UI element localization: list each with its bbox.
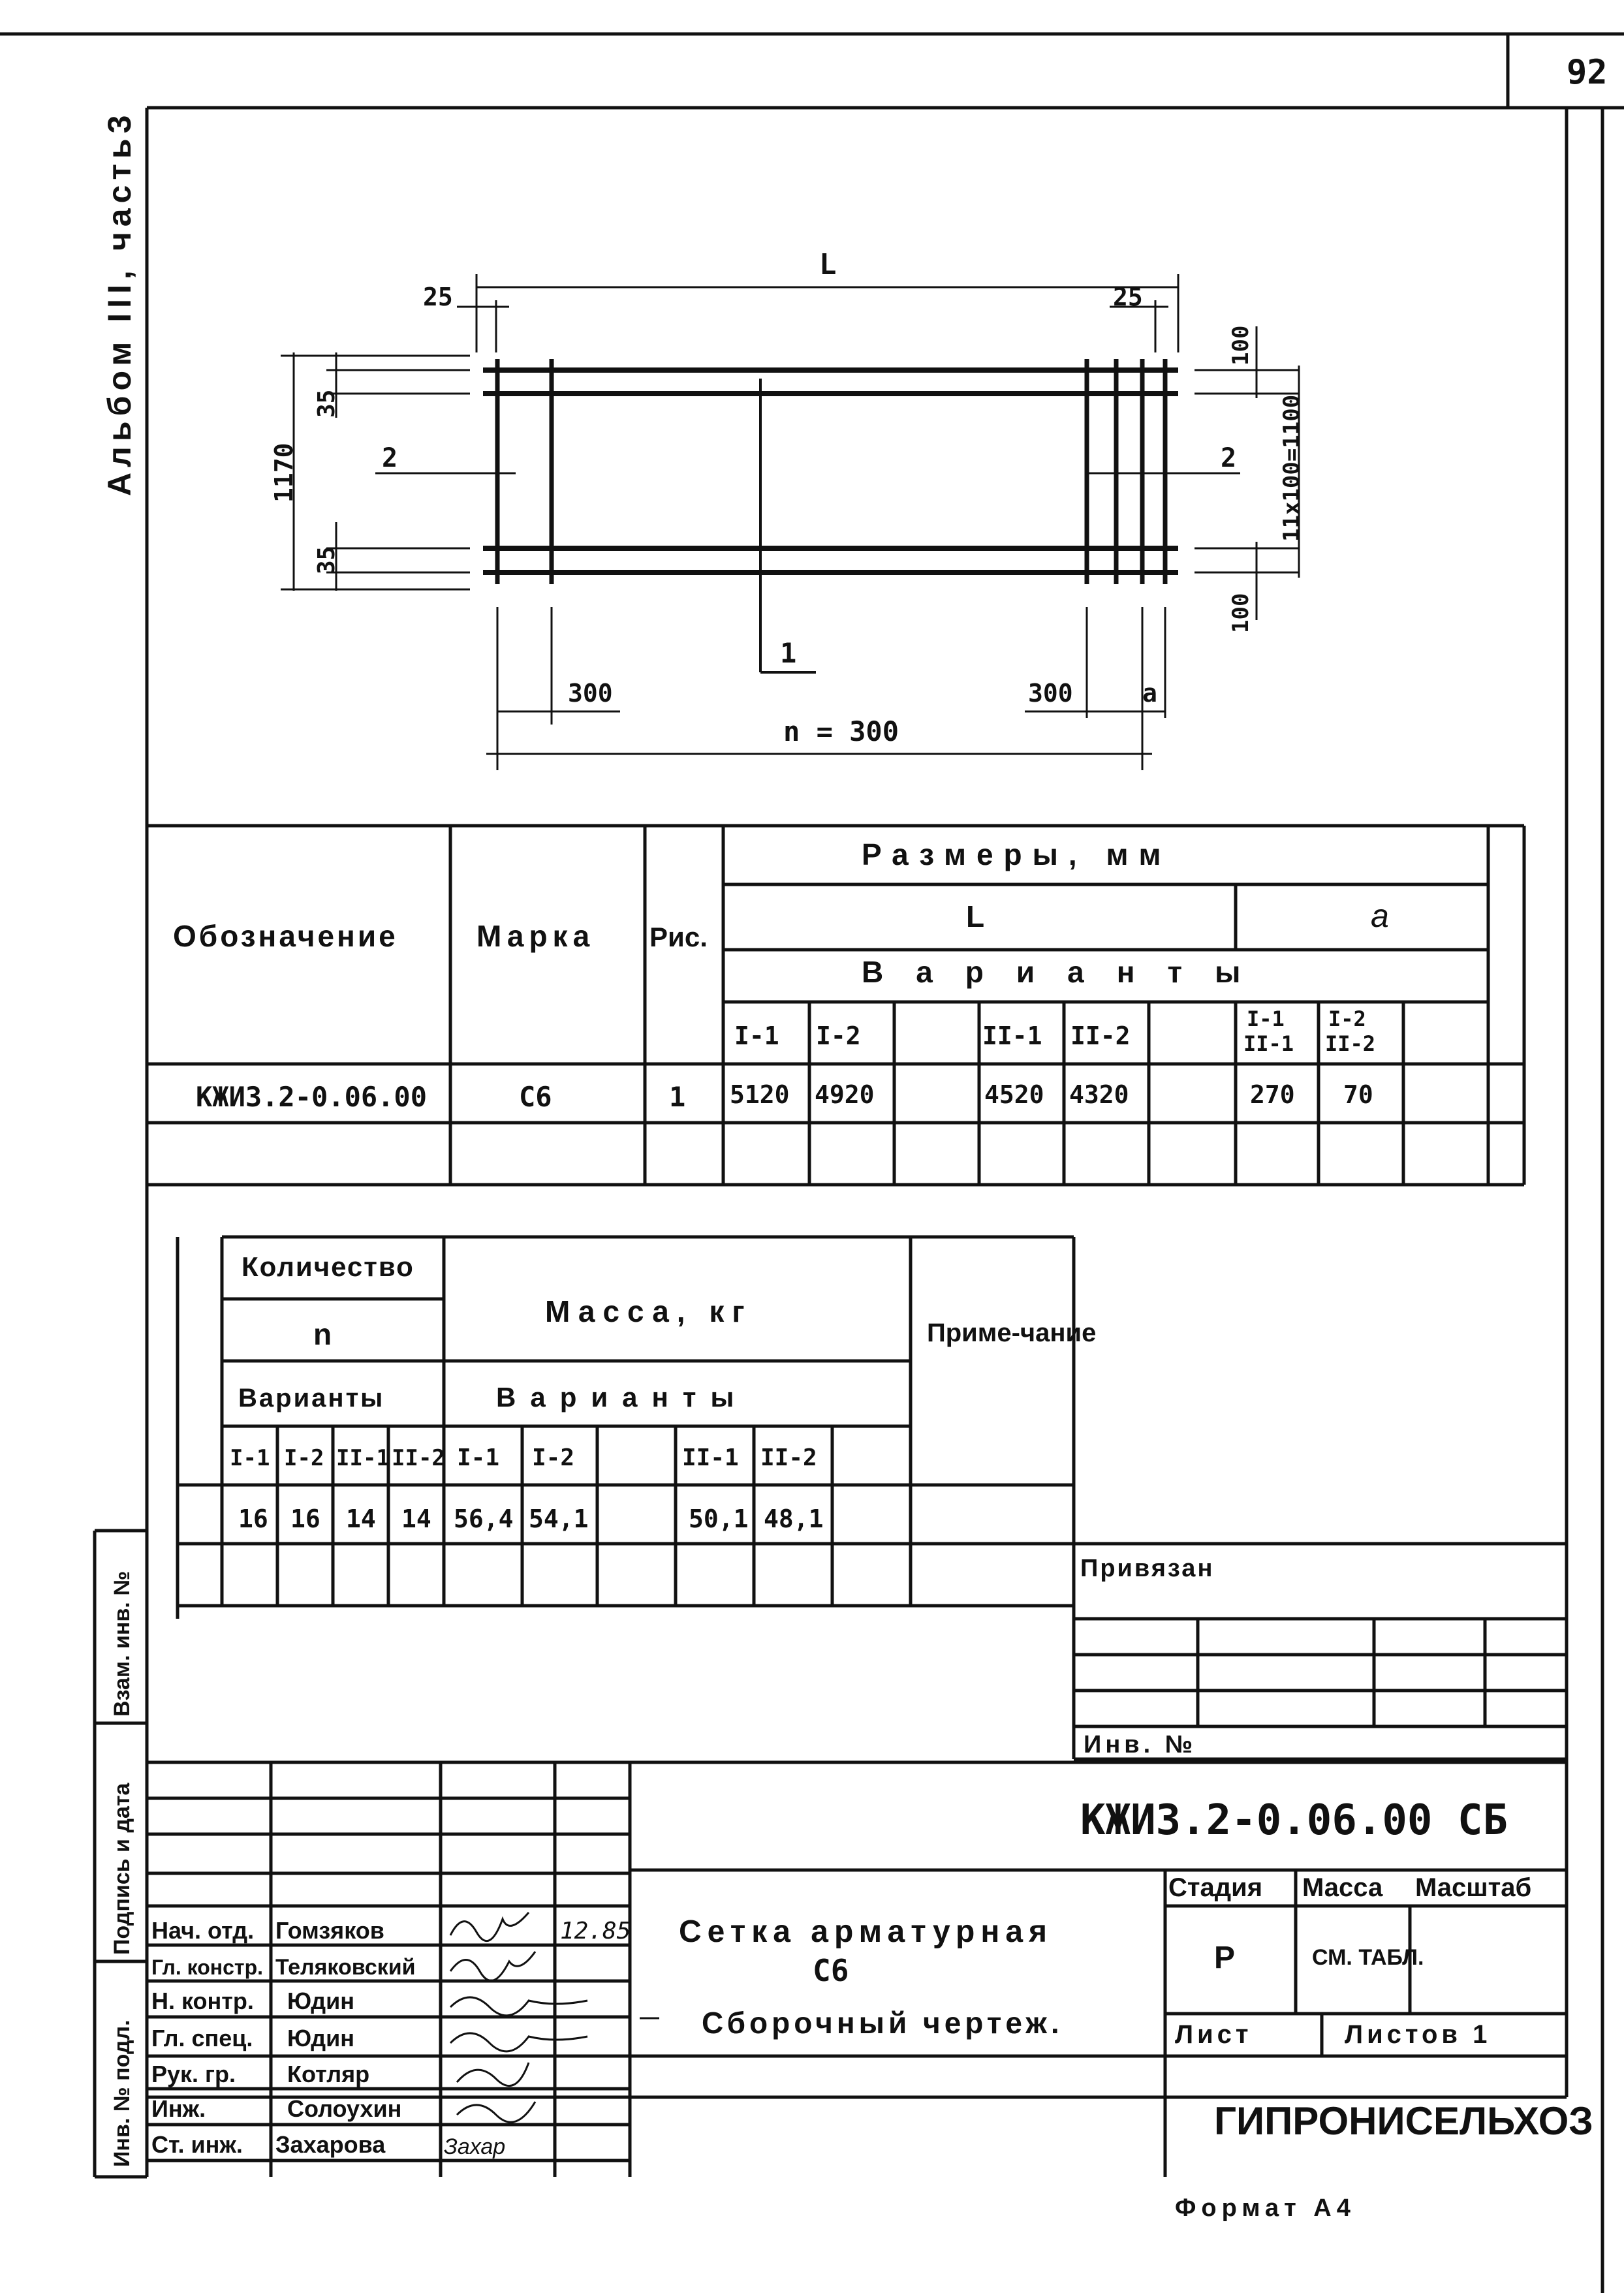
variant-q-2: II-1: [336, 1445, 390, 1471]
title-line3: Сборочный чертеж.: [702, 2006, 1063, 2040]
variant-m-0: I-1: [457, 1444, 500, 1471]
name-0: Гомзяков: [275, 1917, 384, 1944]
row-designation: КЖИ3.2-0.06.00: [196, 1081, 428, 1113]
table-sizes: [147, 826, 1524, 1185]
col-variants-m: Варианты: [496, 1382, 749, 1412]
col-mark: Марка: [476, 919, 595, 953]
role-6: Ст. инж.: [151, 2131, 243, 2158]
signatories: [151, 1917, 416, 2158]
col-variants-q: Варианты: [238, 1384, 385, 1412]
privyazan-block: [1074, 1544, 1567, 1759]
pos-2-left: 2: [382, 443, 398, 473]
dim-11x100: 11x100=1100: [1279, 394, 1305, 542]
dim-n300: n = 300: [783, 715, 899, 747]
dim-300-left: 300: [568, 679, 613, 708]
page-number: 92: [1567, 53, 1608, 92]
mass-0: 56,4: [454, 1505, 514, 1533]
variant-m-4: II-2: [760, 1444, 817, 1471]
title-block: [147, 1762, 1593, 2222]
col-a: a: [1371, 897, 1389, 934]
qty-1: 16: [290, 1505, 320, 1533]
variant-a-2b: II-2: [1325, 1031, 1376, 1056]
dim-100-bottom: 100: [1228, 593, 1254, 633]
variant-L-0: I-1: [734, 1022, 779, 1050]
table-row: [238, 1505, 824, 1533]
variant-m-1: I-2: [532, 1444, 575, 1471]
side-podpis: Подпись и дата: [110, 1783, 134, 1955]
variant-q-0: I-1: [230, 1445, 270, 1471]
col-mass: Масса, кг: [545, 1294, 753, 1328]
stage-label: Стадия: [1168, 1873, 1263, 1902]
row-a-1: 70: [1343, 1080, 1373, 1109]
sheets-label: Листов 1: [1345, 2020, 1491, 2049]
col-sizes: Размеры, мм: [862, 837, 1172, 871]
name-5: Солоухин: [287, 2095, 402, 2122]
variant-L-1: I-2: [816, 1022, 861, 1050]
sheet-label: Лист: [1175, 2020, 1253, 2049]
variant-a-1: I-1: [1247, 1006, 1285, 1031]
role-2: Н. контр.: [151, 1988, 254, 2014]
col-L: L: [966, 899, 985, 933]
col-variants: Варианты: [862, 955, 1273, 989]
variants-L-row: [734, 1022, 1131, 1050]
variant-L-3: II-1: [982, 1022, 1042, 1050]
album-label: Альбом III, часть3: [101, 110, 138, 496]
variants-m-row: [457, 1444, 817, 1471]
name-4: Котляр: [287, 2061, 370, 2087]
col-designation: Обозначение: [173, 919, 398, 953]
dim-100-top: 100: [1228, 325, 1254, 366]
name-2: Юдин: [287, 1988, 354, 2014]
mass-4: 48,1: [764, 1505, 824, 1533]
mesh-drawing: [270, 248, 1305, 770]
organization: ГИПРОНИСЕЛЬХОЗ: [1214, 2099, 1593, 2143]
table-row: [196, 1080, 1373, 1113]
signature-last: Захар: [444, 2134, 506, 2159]
mass-label: Масса: [1302, 1873, 1383, 1902]
row-a-0: 270: [1250, 1080, 1295, 1109]
dim-L: L: [819, 248, 837, 281]
role-5: Инж.: [151, 2095, 206, 2122]
side-stamp: [95, 1531, 147, 2177]
dim-35-bottom: 35: [313, 546, 340, 574]
dim-25-left: 25: [423, 283, 453, 311]
role-1: Гл. констр.: [151, 1956, 264, 1979]
title-line1: Сетка арматурная: [679, 1914, 1054, 1949]
variants-q-row: [230, 1445, 445, 1471]
col-note: Приме-чание: [927, 1318, 1097, 1347]
dim-25-right: 25: [1113, 283, 1143, 311]
qty-2: 14: [346, 1505, 376, 1533]
inv-label: Инв. №: [1084, 1731, 1197, 1758]
date: 12.85: [560, 1918, 631, 1944]
row-L-3: 4520: [984, 1080, 1044, 1109]
scale-label: Масштаб: [1415, 1873, 1532, 1902]
role-0: Нач. отд.: [151, 1917, 255, 1944]
row-L-0: 5120: [730, 1080, 790, 1109]
name-1: Теляковский: [275, 1955, 416, 1980]
row-mark: С6: [519, 1081, 552, 1113]
side-vzam: Взам. инв. №: [110, 1570, 134, 1717]
dim-300-right: 300: [1028, 679, 1073, 708]
qty-0: 16: [238, 1505, 268, 1533]
role-4: Рук. гр.: [151, 2061, 236, 2087]
col-n: n: [313, 1317, 332, 1351]
variant-a-2: I-2: [1328, 1006, 1366, 1031]
dim-35-top: 35: [313, 389, 340, 418]
qty-3: 14: [401, 1505, 431, 1533]
variant-a-1b: II-1: [1243, 1031, 1294, 1056]
row-fig: 1: [669, 1081, 686, 1113]
name-6: Захарова: [275, 2131, 386, 2158]
variant-L-4: II-2: [1070, 1022, 1131, 1050]
mass-1: 54,1: [529, 1505, 589, 1533]
title-line2: С6: [813, 1953, 849, 1988]
col-quantity: Количество: [242, 1251, 414, 1282]
mass-value: СМ. ТАБЛ.: [1312, 1945, 1424, 1970]
variant-q-3: II-2: [392, 1445, 445, 1471]
name-3: Юдин: [287, 2025, 354, 2051]
variant-q-1: I-2: [284, 1445, 324, 1471]
pos-1: 1: [780, 637, 797, 669]
longitudinal-bars: [483, 370, 1178, 572]
table-quantity-mass: [178, 1237, 1096, 1619]
stage-value: Р: [1214, 1941, 1236, 1975]
privyazan-label: Привязан: [1080, 1555, 1215, 1582]
pos-2-right: 2: [1221, 443, 1237, 473]
row-L-1: 4920: [815, 1080, 875, 1109]
format-label: Формат А4: [1175, 2194, 1356, 2222]
dim-a: a: [1142, 679, 1157, 708]
dim-1170: 1170: [270, 443, 298, 503]
role-3: Гл. спец.: [151, 2025, 253, 2051]
side-inv-podl: Инв. № подл.: [110, 2020, 134, 2167]
mass-3: 50,1: [689, 1505, 749, 1533]
variant-m-3: II-1: [682, 1444, 739, 1471]
doc-code: КЖИ3.2-0.06.00 СБ: [1080, 1796, 1508, 1845]
col-fig: Рис.: [649, 922, 708, 952]
row-L-4: 4320: [1069, 1080, 1129, 1109]
